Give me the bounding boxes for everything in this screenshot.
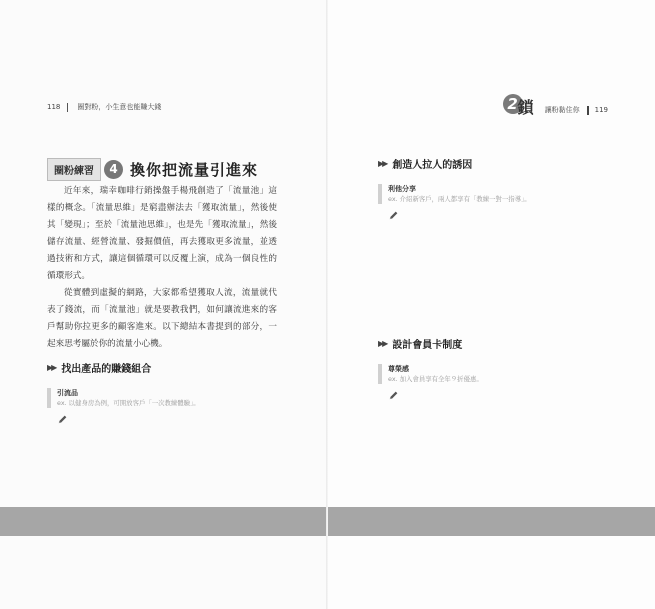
practice-tag: 圈粉練習 xyxy=(47,158,101,181)
section-membership xyxy=(378,336,608,405)
header-divider xyxy=(587,106,589,115)
header-divider xyxy=(67,103,68,112)
section-product-combo xyxy=(47,360,277,429)
left-running-title: 圈對粉，小生意也能賺大錢 xyxy=(77,103,162,111)
left-running-header xyxy=(47,102,161,112)
example-card xyxy=(378,364,608,384)
section-title: 設計會員卡制度 xyxy=(392,340,463,351)
practice-title: 換你把流量引進來 xyxy=(130,161,259,179)
card-title: 尊榮感 xyxy=(388,365,409,373)
card-title: 引流品 xyxy=(57,389,78,397)
double-triangle-icon: ▶▶ xyxy=(378,339,387,348)
pencil-icon xyxy=(388,390,399,401)
section-heading xyxy=(378,336,608,351)
footer-band xyxy=(328,507,655,536)
section-title: 找出產品的賺錢組合 xyxy=(61,364,152,375)
body-text xyxy=(47,183,277,353)
paragraph: 從實體到虛擬的網路，大家都希望獲取人流，流量就代表了錢流，而「流量池」就是要教我們，如何讓流進來的客戶幫助你拉更多的顧客進來。以下總結本書提到的部分，一起來思考屬於你的流量小心機。 xyxy=(47,288,277,349)
card-title: 利他分享 xyxy=(388,185,416,193)
pencil-icon xyxy=(57,414,68,425)
right-page-number: 119 xyxy=(594,106,608,114)
card-example: ex. 以健身房為例，可開放客戶「一次教練體驗」。 xyxy=(57,399,200,407)
chapter-badge xyxy=(501,94,541,116)
example-card xyxy=(47,388,277,408)
section-heading xyxy=(47,360,277,375)
left-page-number: 118 xyxy=(47,103,61,111)
chapter-word: 鎖 xyxy=(517,98,534,117)
chapter-number: 2 xyxy=(503,94,523,114)
practice-number-badge: 4 xyxy=(104,160,123,179)
section-title: 創造人拉人的誘因 xyxy=(392,160,473,171)
footer-band xyxy=(0,507,326,536)
card-example: ex. 加入會員享有全年９折優惠。 xyxy=(388,375,483,383)
right-running-title: 讓粉黏住你 xyxy=(544,106,580,114)
left-page xyxy=(0,0,327,609)
double-triangle-icon: ▶▶ xyxy=(378,159,387,168)
double-triangle-icon: ▶▶ xyxy=(47,363,56,372)
pencil-icon xyxy=(388,210,399,221)
right-running-header xyxy=(501,94,608,116)
practice-heading xyxy=(47,158,258,181)
section-heading xyxy=(378,156,608,171)
example-card xyxy=(378,184,608,204)
section-referral xyxy=(378,156,608,225)
paragraph: 近年來，瑞幸咖啡行銷操盤手楊飛創造了「流量池」這樣的概念。「流量思維」是窮盡辦法去「獲取流量」，然後使其「變現」；至於「流量池思維」，也是先「獲取流量」，然後儲存流量、經營流量、發掘價值，再去獲取更多流量，並透過技術和方式，讓這個循環可以反覆上演，成為一個良性的循環形式。 xyxy=(47,186,277,281)
card-example: ex. 介紹新客戶，兩人都享有「教練一對一指導」。 xyxy=(388,195,531,203)
